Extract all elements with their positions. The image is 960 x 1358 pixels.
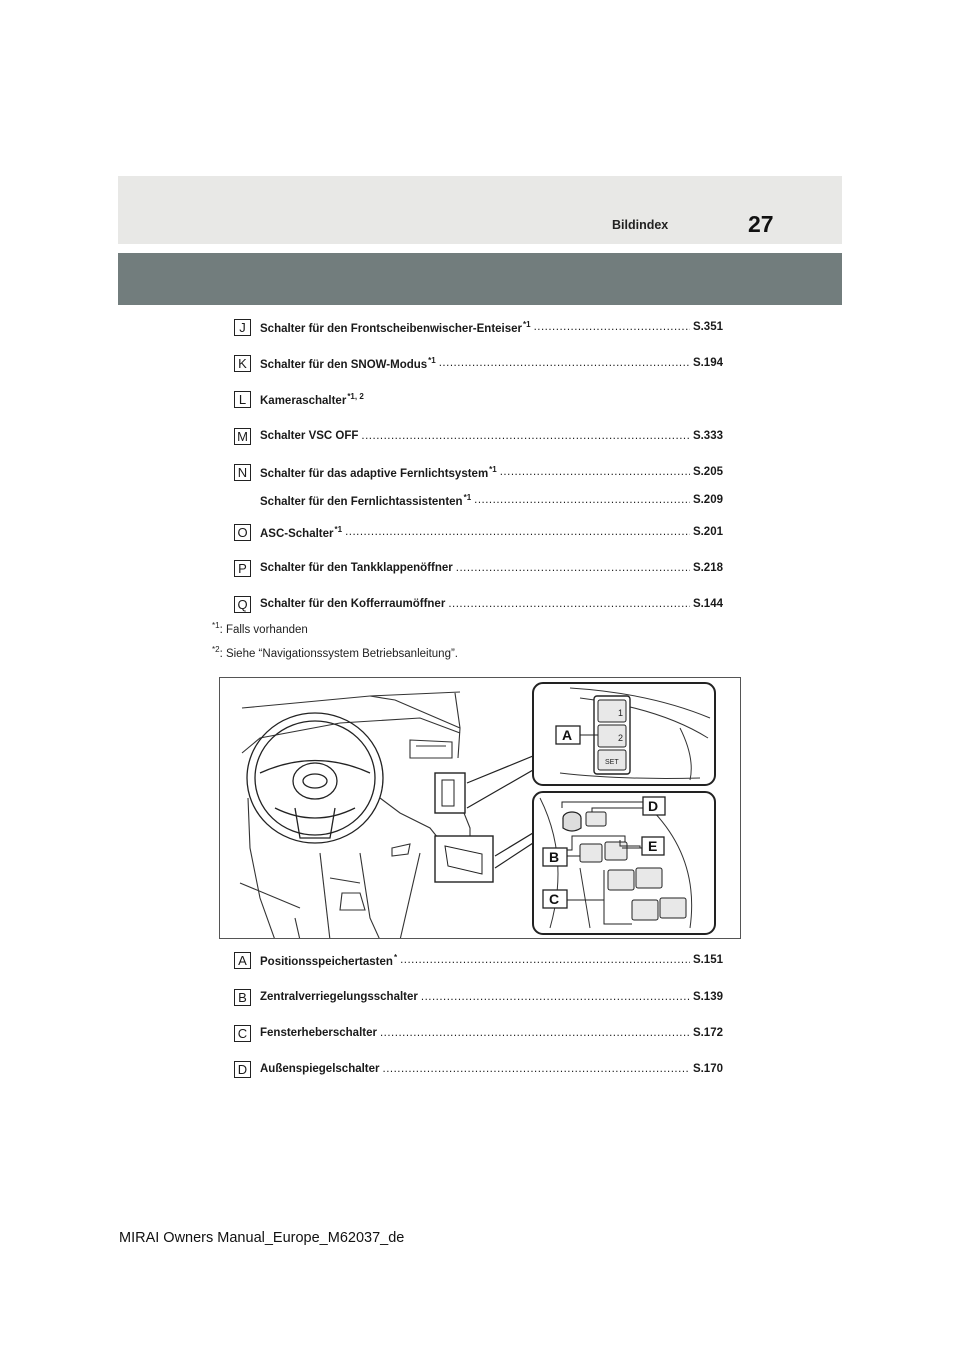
index-entry (234, 390, 723, 408)
page-reference[interactable]: S.333 (692, 430, 723, 442)
entry-letter: M (234, 428, 251, 445)
entry-letter: N (234, 464, 251, 481)
dot-leader (380, 1027, 690, 1039)
entry-footnote-mark: *1 (523, 319, 531, 329)
entry-letter: A (234, 952, 251, 969)
set-button-label: SET (605, 759, 619, 766)
entry-text: Schalter für den SNOW-Modus (260, 358, 428, 371)
entry-text: ASC-Schalter (260, 527, 334, 540)
entry-text: Schalter für den Frontscheibenwischer-Enteiser (260, 322, 523, 335)
page-reference[interactable]: S.144 (692, 598, 723, 610)
page-reference[interactable]: S.194 (692, 357, 723, 369)
index-entry[interactable] (234, 427, 723, 445)
entry-footnote-mark: *1 (463, 492, 472, 502)
entry-text: Schalter für den Fernlichtassistenten (260, 495, 463, 508)
dot-leader (421, 991, 690, 1003)
index-entry[interactable] (234, 318, 723, 336)
entry-text: Schalter für das adaptive Fernlichtsystem (260, 467, 489, 480)
entry-text: Außenspiegelschalter (260, 1063, 380, 1075)
page-reference[interactable]: S.172 (692, 1027, 723, 1039)
entry-letter: B (234, 989, 251, 1006)
page-reference[interactable]: S.351 (692, 321, 723, 333)
footnote-text: : Siehe “Navigationssystem Betriebsanleitung”. (219, 648, 458, 660)
entry-footnote-mark: *1 (428, 355, 436, 365)
entry-letter: O (234, 524, 251, 541)
index-entry[interactable] (234, 951, 723, 969)
footnote (212, 645, 458, 660)
index-entry[interactable] (234, 595, 723, 613)
entry-letter: D (234, 1061, 251, 1078)
index-entry[interactable] (234, 491, 723, 509)
entry-letter: L (234, 391, 251, 408)
index-entry[interactable] (234, 463, 723, 481)
entry-text: Kameraschalter (260, 394, 347, 407)
callout-A: A (562, 727, 573, 743)
index-entry[interactable] (234, 523, 723, 541)
entry-letter: J (234, 319, 251, 336)
dot-leader (400, 954, 690, 966)
page-reference[interactable]: S.151 (692, 954, 723, 966)
footnote-mark: *2 (212, 645, 220, 654)
callout-D: D (648, 798, 659, 814)
entry-text: Schalter für den Tankklappenöffner (260, 562, 453, 574)
page-reference[interactable]: S.201 (692, 526, 723, 538)
callout-B: B (549, 849, 560, 865)
footnote (212, 621, 308, 636)
entry-footnote-mark: *1 (334, 524, 343, 534)
index-entry[interactable] (234, 1060, 723, 1078)
entry-letter: K (234, 355, 251, 372)
header-bar (118, 253, 842, 305)
callout-E: E (648, 838, 658, 854)
page-reference[interactable]: S.209 (692, 494, 723, 506)
page-number: 27 (748, 211, 774, 237)
index-entry[interactable] (234, 1024, 723, 1042)
index-entry[interactable] (234, 559, 723, 577)
index-entry[interactable] (234, 988, 723, 1006)
dot-leader (534, 321, 690, 333)
memory-button-2-label: 2 (618, 733, 624, 743)
entry-letter: P (234, 560, 251, 577)
page-reference[interactable]: S.218 (692, 562, 723, 574)
dot-leader (383, 1063, 690, 1075)
entry-letter: C (234, 1025, 251, 1042)
dot-leader (474, 494, 690, 506)
header-band (118, 176, 842, 244)
page-reference[interactable]: S.170 (692, 1063, 723, 1075)
section-title: Bildindex (612, 218, 669, 232)
footnote-mark: *1 (212, 621, 220, 630)
entry-text: Schalter für den Kofferraumöffner (260, 598, 446, 610)
memory-button-1-label: 1 (618, 708, 624, 718)
dot-leader (500, 466, 690, 478)
dot-leader (361, 430, 690, 442)
page-reference[interactable]: S.205 (692, 466, 723, 478)
document-footer: MIRAI Owners Manual_Europe_M62037_de (119, 1230, 405, 1246)
callout-C: C (549, 891, 560, 907)
entry-footnote-mark: *1 (489, 464, 497, 474)
entry-text: Positionsspeichertasten (260, 955, 393, 968)
dot-leader (448, 598, 690, 610)
entry-text: Zentralverriegelungsschalter (260, 991, 418, 1003)
entry-letter: Q (234, 596, 251, 613)
dot-leader (345, 526, 690, 538)
dot-leader (439, 357, 690, 369)
dot-leader (456, 562, 690, 574)
index-entry[interactable] (234, 354, 723, 372)
footnote-text: : Falls vorhanden (219, 624, 308, 636)
entry-footnote-mark: *1, 2 (347, 391, 364, 401)
entry-text: Schalter VSC OFF (260, 430, 359, 442)
entry-text: Fensterheberschalter (260, 1027, 377, 1039)
cockpit-illustration (219, 677, 741, 939)
entry-footnote-mark: * (393, 952, 398, 962)
page-reference[interactable]: S.139 (692, 991, 723, 1003)
